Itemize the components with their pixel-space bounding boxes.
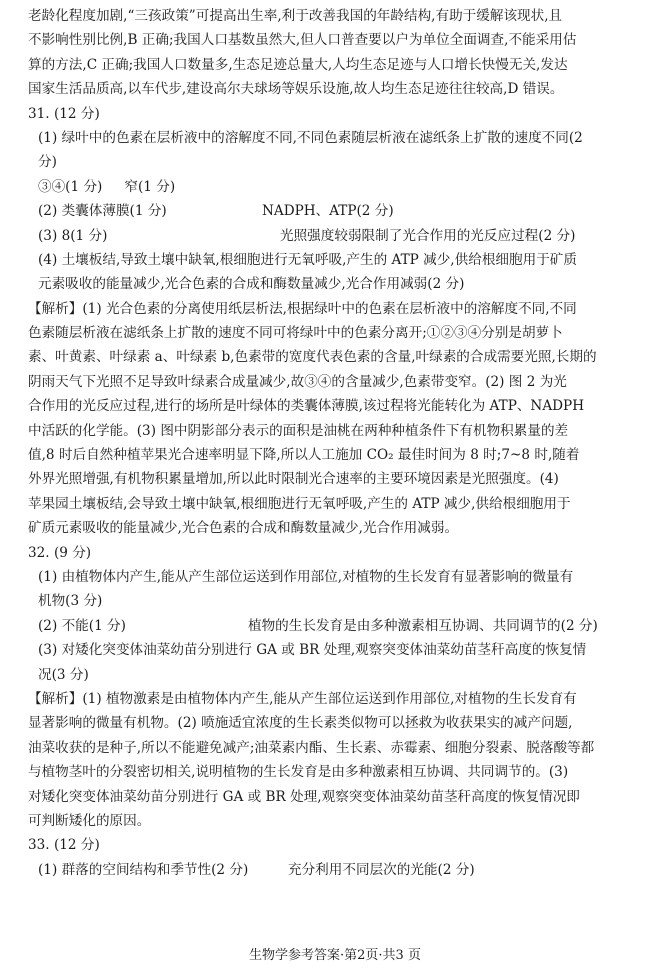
q31-answer-1: (1) 绿叶中的色素在层析液中的溶解度不同,不同色素随层析液在滤纸条上扩散的速度不同(2 bbox=[38, 129, 583, 146]
q31-explanation: 外界光照增强,有机物积累量增加,所以此时限制光合速率的主要环境因素是光照强度。(4) bbox=[28, 471, 559, 488]
q31-answer-3 bbox=[28, 224, 658, 248]
q33-answer-1-part-b: 充分利用不同层次的光能(2 分) bbox=[288, 861, 475, 878]
q31-answer-3-part-a: (3) 8(1 分) bbox=[38, 227, 108, 244]
q33-answer-1 bbox=[28, 858, 658, 882]
intro-line: 老龄化程度加剧,“三孩政策”可提高出生率,利于改善我国的年龄结构,有助于缓解该现状,且 bbox=[28, 8, 563, 24]
q32-answer-1: 机物(3 分) bbox=[38, 593, 103, 610]
intro-line: 国家生活品质高,以车代步,建设高尔夫球场等娱乐设施,故人均生态足迹往往较高,D 错误。 bbox=[28, 81, 564, 98]
q31-answer-3-part-b: 光照强度较弱限制了光合作用的光反应过程(2 分) bbox=[280, 227, 576, 244]
q32-explanation: 与植物茎叶的分裂密切相关,说明植物的生长发育是由多种激素相互协调、共同调节的。(3) bbox=[28, 764, 569, 781]
q32-answer-3: (3) 对矮化突变体油菜幼苗分别进行 GA 或 BR 处理,观察突变体油菜幼苗茎秆高度的恢复情 bbox=[38, 642, 587, 659]
question-32-header: 32. (9 分) bbox=[28, 544, 92, 561]
q32-explanation: 对矮化突变体油菜幼苗分别进行 GA 或 BR 处理,观察突变体油菜幼苗茎秆高度的恢复情况即 bbox=[28, 788, 580, 805]
q32-explanation: 油菜收获的是种子,所以不能避免减产;油菜素内酯、生长素、赤霉素、细胞分裂素、脱落酸等都 bbox=[28, 739, 595, 756]
answer-page bbox=[28, 4, 658, 882]
q31-explanation: 色素随层析液在滤纸条上扩散的速度不同可将绿叶中的色素分离开;①②③④分别是胡萝卜 bbox=[28, 325, 563, 342]
q31-answer-4: 元素吸收的能量减少,光合色素的合成和酶数量减少,光合作用减弱(2 分) bbox=[38, 276, 465, 293]
intro-line: 算的方法,C 正确;我国人口数量多,生态足迹总量大,人均生态足迹与人口增长快慢无关,发达 bbox=[28, 56, 568, 73]
q32-answer-3: 况(3 分) bbox=[38, 666, 89, 683]
q31-answer-1-part-b: 窄(1 分) bbox=[124, 178, 176, 195]
q31-explanation: 矿质元素吸收的能量减少,光合色素的合成和酶数量减少,光合作用减弱。 bbox=[28, 520, 459, 537]
q31-explanation: 值,8 时后自然种植苹果光合速率明显下降,所以人工施加 CO₂ 最佳时间为 8 时;7~8 时,随着 bbox=[28, 447, 580, 464]
q31-answer-1-part-a: ③④(1 分) bbox=[38, 178, 103, 195]
q31-explanation: 阴雨天气下光照不足导致叶绿素合成量减少,故③④的含量减少,色素带变窄。(2) 图 2 为光 bbox=[28, 373, 567, 390]
q32-explanation: 显著影响的微量有机物。(2) 喷施适宜浓度的生长素类似物可以拯救为收获果实的减产问题, bbox=[28, 715, 573, 732]
question-31-header: 31. (12 分) bbox=[28, 105, 100, 122]
q33-answer-1-part-a: (1) 群落的空间结构和季节性(2 分) bbox=[38, 861, 249, 878]
q31-explanation: 合作用的光反应过程,进行的场所是叶绿体的类囊体薄膜,该过程将光能转化为 ATP、NADPH bbox=[28, 398, 585, 415]
q32-explanation: 【解析】(1) 植物激素是由植物体内产生,能从产生部位运送到作用部位,对植物的生长发育有 bbox=[28, 690, 577, 707]
q32-answer-1: (1) 由植物体内产生,能从产生部位运送到作用部位,对植物的生长发育有显著影响的微量有 bbox=[38, 568, 574, 585]
page-footer: 生物学参考答案·第2页·共3 页 bbox=[249, 948, 421, 963]
q31-answer-1: 分) bbox=[38, 154, 57, 171]
q31-answer-2-part-a: (2) 类囊体薄膜(1 分) bbox=[38, 203, 167, 220]
q31-explanation: 素、叶黄素、叶绿素 a、叶绿素 b,色素带的宽度代表色素的含量,叶绿素的合成需要光照,长期的 bbox=[28, 349, 597, 366]
q31-answer-1-parts bbox=[28, 175, 658, 199]
q31-answer-2 bbox=[28, 199, 658, 223]
q31-answer-2-part-b: NADPH、ATP(2 分) bbox=[262, 203, 394, 220]
intro-line: 不影响性别比例,B 正确;我国人口基数虽然大,但人口普查要以户为单位全面调查,不能采用估 bbox=[28, 32, 577, 49]
q32-answer-2-part-a: (2) 不能(1 分) bbox=[38, 617, 126, 634]
q31-explanation: 中活跃的化学能。(3) 图中阴影部分表示的面积是油桃在两种种植条件下有机物积累量的差 bbox=[28, 422, 569, 439]
question-33-header: 33. (12 分) bbox=[28, 837, 100, 854]
q31-answer-4: (4) 土壤板结,导致土壤中缺氧,根细胞进行无氧呼吸,产生的 ATP 减少,供给根细胞用于矿质 bbox=[38, 251, 577, 268]
q32-answer-2 bbox=[28, 614, 658, 638]
q32-explanation: 可判断矮化的原因。 bbox=[28, 812, 151, 829]
q31-explanation: 苹果园土壤板结,会导致土壤中缺氧,根细胞进行无氧呼吸,产生的 ATP 减少,供给根细胞用于 bbox=[28, 495, 571, 512]
q32-answer-2-part-b: 植物的生长发育是由多种激素相互协调、共同调节的(2 分) bbox=[248, 617, 598, 634]
q31-explanation: 【解析】(1) 光合色素的分离使用纸层析法,根据绿叶中的色素在层析液中的溶解度不同,不同 bbox=[28, 300, 577, 317]
